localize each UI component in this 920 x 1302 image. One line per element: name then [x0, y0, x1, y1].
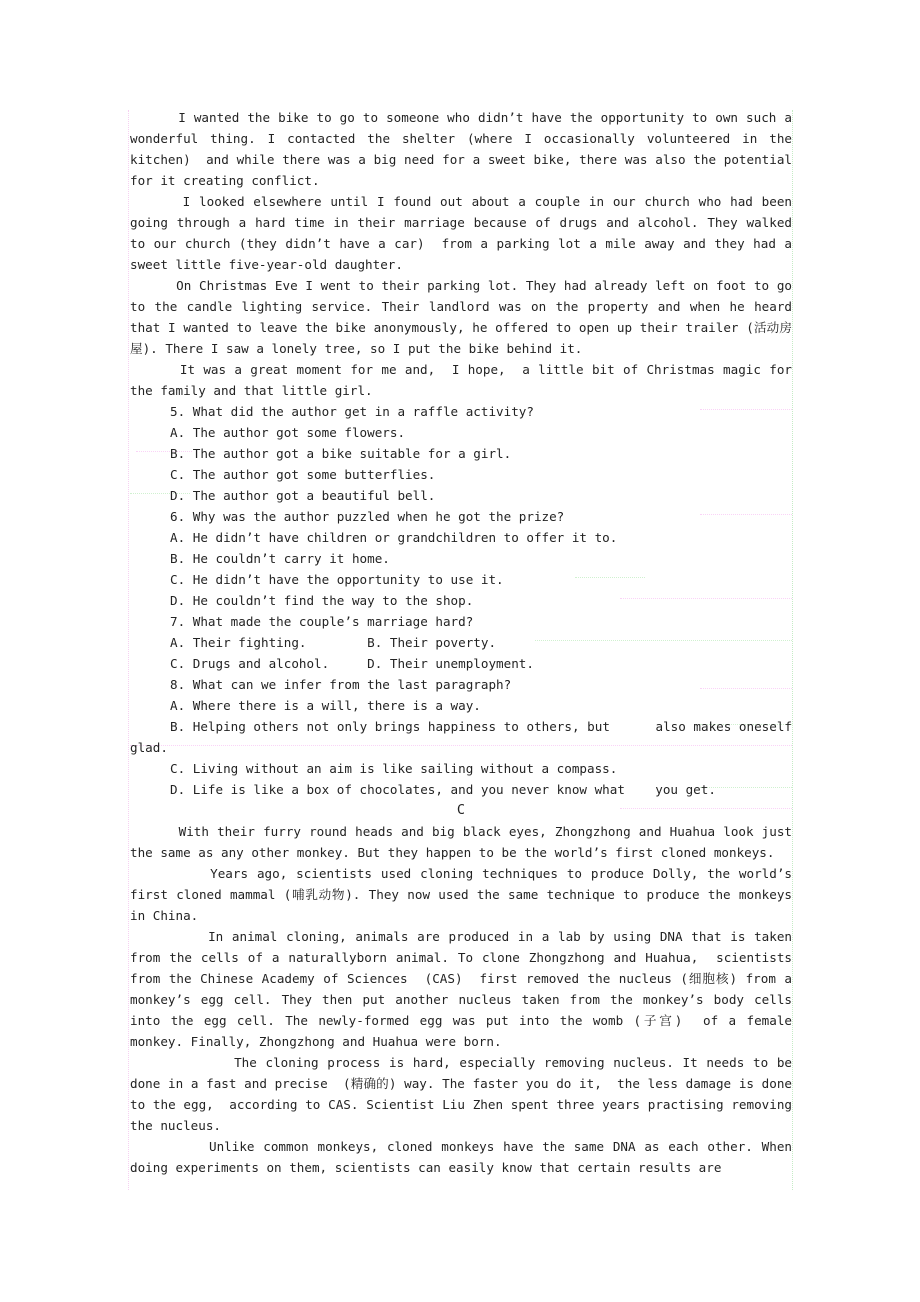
question-6-option-b: B. He couldn’t carry it home. [170, 551, 390, 566]
question-7-options-ab: A. Their fighting. B. Their poverty. [170, 635, 497, 650]
passage-b-paragraph-4: It was a great moment for me and, I hope, a little bit of Christmas magic for the family and that little girl. [130, 362, 800, 398]
passage-c-paragraph-5: Unlike common monkeys, cloned monkeys have the same DNA as each other. When doing experiments on them, scientists can easily know that certain results are [130, 1139, 800, 1175]
passage-b-paragraph-3: On Christmas Eve I went to their parking lot. They had already left on foot to go to the candle lighting service. Their landlord was on the property and when he heard that I wanted to leave the bike anonymously, he offered to open up their trailer (活动房屋). There I saw a lonely tree, so I put the bike behind it. [130, 278, 800, 356]
question-6-option-a: A. He didn’t have children or grandchildren to offer it to. [170, 530, 618, 545]
passage-c-paragraph-2: Years ago, scientists used cloning techniques to produce Dolly, the world’s first cloned mammal (哺乳动物). They now used the same technique to produce the monkeys in China. [130, 866, 800, 923]
question-8-option-d: D. Life is like a box of chocolates, and you never know what you get. [170, 782, 716, 797]
question-8-option-c: C. Living without an aim is like sailing without a compass. [170, 761, 618, 776]
question-8-stem: 8. What can we infer from the last paragraph? [170, 677, 512, 692]
passage-c-paragraph-1: With their furry round heads and big black eyes, Zhongzhong and Huahua look just the same as any other monkey. But they happen to be the world’s first cloned monkeys. [130, 824, 800, 860]
question-8 [130, 674, 800, 800]
question-6-stem: 6. Why was the author puzzled when he got the prize? [170, 509, 565, 524]
question-8-option-a: A. Where there is a will, there is a way. [170, 698, 481, 713]
question-7 [130, 611, 792, 674]
question-5-option-d: D. The author got a beautiful bell. [170, 488, 436, 503]
question-7-stem: 7. What made the couple’s marriage hard? [170, 614, 474, 629]
question-6-option-d: D. He couldn’t find the way to the shop. [170, 593, 474, 608]
question-5-option-b: B. The author got a bike suitable for a girl. [170, 446, 512, 461]
question-8-option-b: B. Helping others not only brings happiness to others, but also makes oneself glad. [130, 719, 800, 755]
passage-c-paragraph-4: The cloning process is hard, especially removing nucleus. It needs to be done in a fast and precise (精确的) way. The faster you do it, the less damage is done to the egg, according to CAS. Scientist Liu Zhen spent three years practising removing the nucleus. [130, 1055, 800, 1133]
question-6 [130, 506, 792, 611]
question-5-option-c: C. The author got some butterflies. [170, 467, 436, 482]
passage-b-paragraph-2: I looked elsewhere until I found out about a couple in our church who had been going through a hard time in their marriage because of drugs and alcohol. They walked to our church (they didn’t have a car) from a parking lot a mile away and they had a sweet little five-year-old daughter. [130, 194, 800, 272]
question-6-option-c: C. He didn’t have the opportunity to use it. [170, 572, 504, 587]
document-content [130, 107, 800, 1178]
question-5 [130, 401, 792, 506]
question-7-options-cd: C. Drugs and alcohol. D. Their unemployment. [170, 656, 534, 671]
passage-c-paragraph-3: In animal cloning, animals are produced in a lab by using DNA that is taken from the cells of a naturallyborn animal. To clone Zhongzhong and Huahua, scientists from the Chinese Academy of Sciences (CAS) first removed the nucleus (细胞核) from a monkey’s egg cell. They then put another nucleus taken from the monkey’s body cells into the egg cell. The newly-formed egg was put into the womb (子宫) of a female monkey. Finally, Zhongzhong and Huahua were born. [130, 929, 800, 1049]
question-5-stem: 5. What did the author get in a raffle activity? [170, 404, 534, 419]
section-c-heading: C [456, 802, 466, 818]
question-5-option-a: A. The author got some flowers. [170, 425, 406, 440]
passage-b-paragraph-1: I wanted the bike to go to someone who didn’t have the opportunity to own such a wonderful thing. I contacted the shelter (where I occasionally volunteered in the kitchen) and while there was a big need for a sweet bike, there was also the potential for it creating conflict. [130, 110, 800, 188]
